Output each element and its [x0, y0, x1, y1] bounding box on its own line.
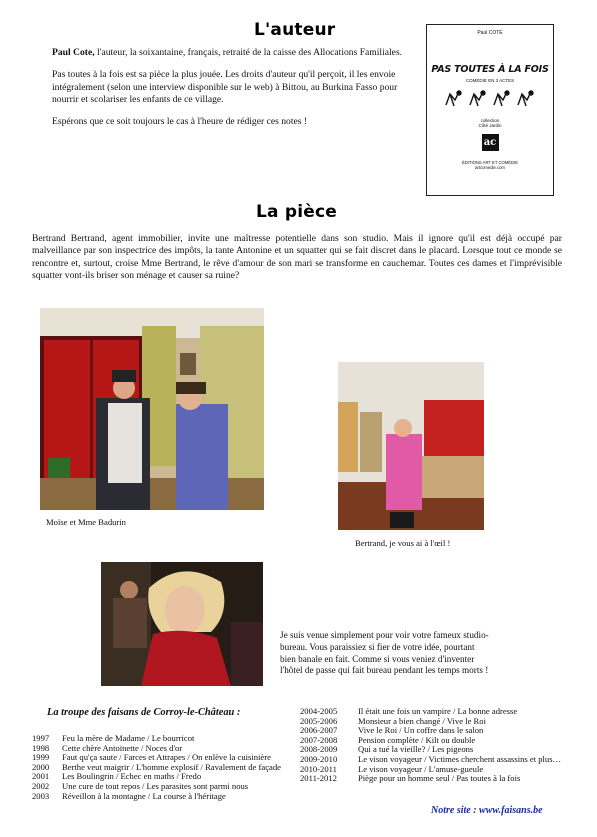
history-title: Piège pour un homme seul / Pas toutes à la fois: [358, 773, 521, 784]
history-title: Vive le Roi / Un coffre dans le salon: [358, 725, 484, 736]
author-paragraph-1: [52, 47, 412, 59]
website-link[interactable]: www.faisans.be: [479, 805, 543, 816]
history-year: 2000: [32, 761, 50, 772]
author-paragraph-2: Pas toutes à la fois est sa pièce la plus jouée. Les droits d'auteur qu'il perçoit, il les envoie intégralement (selon une interview disponible sur le web) à Bittou, au Burkina Fasso pour nourrir et scolariser les enfants de ce village.: [52, 69, 398, 105]
history-year: 2010-2011: [300, 763, 337, 774]
history-year: 2005-2006: [300, 715, 338, 726]
history-title: Les Boulingrin / Echec en maths / Fredo: [62, 771, 202, 782]
history-year: 1999: [32, 752, 50, 763]
history-year: 2003: [32, 790, 50, 801]
history-title: Feu la mère de Madame / Le bourricot: [62, 733, 195, 743]
history-title: Berthe veut maigrir / L'homme explosif / Ravalement de façade: [62, 761, 281, 772]
history-year: 2002: [32, 780, 50, 791]
history-year: 2004-2005: [300, 706, 338, 716]
book-cover-author: Paul COTE: [477, 30, 503, 36]
history-year: 2007-2008: [300, 734, 338, 745]
author-paragraph-3: Espérons que ce soit toujours le cas à l'heure de rédiger ces notes !: [52, 116, 308, 128]
website-link-line: [431, 805, 543, 816]
history-year: 2009-2010: [300, 753, 338, 764]
photo-bertrand: [338, 362, 484, 530]
history-row: [300, 774, 562, 784]
photo-1-caption: Moïse et Mme Badurin: [46, 517, 126, 527]
troupe-heading: La troupe des faisans de Corroy-le-Château :: [47, 707, 241, 718]
history-title: Le vison voyageur / L'amuse-gueule: [358, 763, 484, 774]
history-year: 1998: [32, 742, 50, 753]
history-title: Monsieur a bien changé / Vive le Roi: [358, 715, 486, 726]
history-year: 1997: [32, 733, 50, 743]
history-title: Il était une fois un vampire / La bonne adresse: [358, 706, 518, 716]
history-title: Cette chère Antoinette / Noces d'or: [62, 742, 183, 753]
book-cover-illustration: [427, 89, 553, 114]
history-title: Le vison voyageur / Victimes cherchent assassins et plus…: [358, 753, 562, 764]
photo-2-caption: Bertrand, je vous ai à l'œil !: [355, 538, 451, 548]
book-cover-collection-name: Côté Jardin: [478, 123, 502, 128]
book-cover: [426, 24, 554, 196]
photo-woman-red-jacket: [101, 562, 263, 686]
photo-3-quote: Je suis venue simplement pour voir votre fameux studio-bureau. Vous paraissiez si fier de votre idée, pourtant bien banale en fait. Comme si vous veniez d'inventer l'hôtel de passe qui fait bureau pendant les temps morts !: [280, 630, 489, 676]
history-year: 2001: [32, 771, 50, 782]
book-cover-subtitle: COMÉDIE EN 3 ACTES: [465, 78, 515, 83]
history-row: [32, 792, 282, 802]
play-synopsis: Bertrand Bertrand, agent immobilier, invite une maîtresse potentielle dans son studio. Mais il ignore qu'il est déjà occupé par malveillance par son inspectrice des impôts, la tante Antonine et un squatter qui se fait discret dans le placard. Lorsque tout ce monde se rencontre et, surtout, croise Mme Bertrand, le rêve d'amour de son mari se transforme en cauchemar. Toutes ces dames et l'imprévisible squatter vont-ils briser son ménage et causer sa ruine?: [32, 233, 562, 281]
history-title: Réveillon à la montagne / La course à l'héritage: [62, 790, 226, 801]
history-year: 2011-2012: [300, 773, 337, 784]
history-title: Une cure de tout repos / Les parasites sont parmi nous: [62, 780, 249, 791]
history-title: Qui a tué la vieille? / Les pigeons: [358, 744, 474, 755]
book-cover-website: artcomedie.com: [475, 165, 505, 170]
photo-moise-mme-badurin: [40, 308, 264, 510]
author-bio: [52, 47, 412, 138]
author-section-title: L'auteur: [254, 20, 336, 40]
history-year: 2006-2007: [300, 725, 338, 736]
history-title: Faut qu'ça saute / Farces et Attrapes / On enlève la cuisinière: [62, 752, 271, 763]
author-name: Paul Cote,: [52, 47, 95, 58]
play-section-title: La pièce: [256, 202, 337, 222]
book-cover-title: PAS TOUTES À LA FOIS: [431, 64, 549, 75]
troupe-history-left: [32, 734, 282, 801]
book-cover-collection-label: collection: [480, 118, 500, 123]
author-bio-text: l'auteur, la soixantaine, français, retraité de la caisse des Allocations Familiales.: [94, 47, 403, 58]
website-label: Notre site :: [431, 805, 480, 816]
history-title: Pension complète / Kilt ou double: [358, 734, 476, 745]
history-year: 2008-2009: [300, 744, 338, 755]
book-cover-publisher: ÉDITIONS ART ET COMÉDIE: [461, 160, 519, 165]
troupe-history-right: [300, 707, 562, 784]
publisher-logo: ac: [482, 134, 499, 151]
